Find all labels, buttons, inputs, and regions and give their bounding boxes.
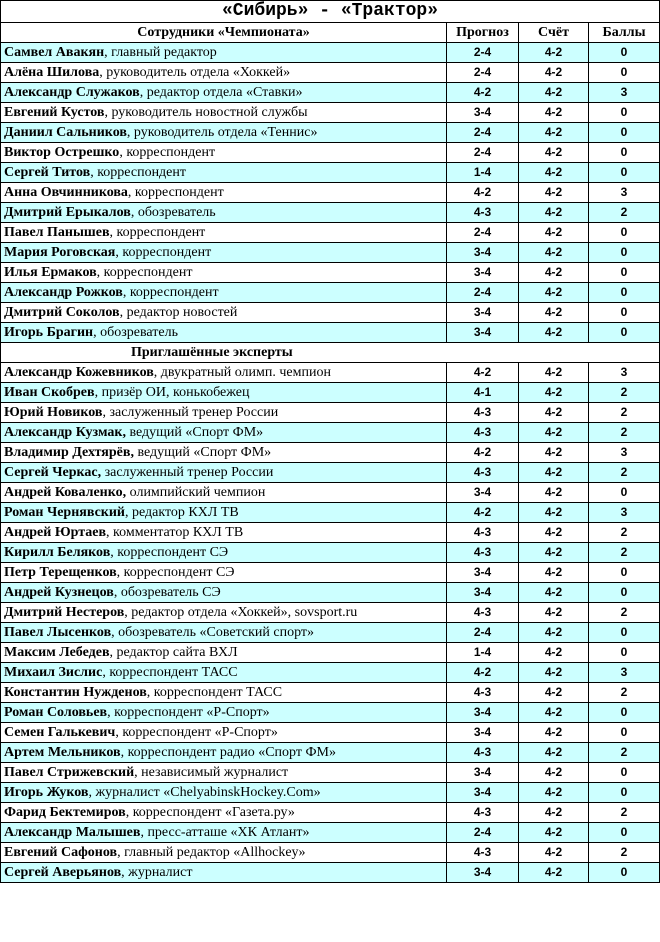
staff-row xyxy=(1,203,660,223)
forecast-cell: 4-3 xyxy=(447,843,519,863)
participant-name: Максим Лебедев xyxy=(4,645,110,660)
participant-cell xyxy=(1,243,447,263)
points-cell: 0 xyxy=(589,283,660,303)
score-cell: 4-2 xyxy=(519,263,589,283)
points-cell: 0 xyxy=(589,563,660,583)
participant-cell xyxy=(1,483,447,503)
participant-name: Дмитрий Нестеров xyxy=(4,605,125,620)
points-cell: 3 xyxy=(589,183,660,203)
points-cell: 0 xyxy=(589,243,660,263)
expert-row xyxy=(1,443,660,463)
participant-name: Виктор Острешко xyxy=(4,145,120,160)
forecast-cell: 4-1 xyxy=(447,383,519,403)
forecast-cell: 1-4 xyxy=(447,163,519,183)
participant-role: , обозреватель СЭ xyxy=(113,585,221,600)
points-cell: 2 xyxy=(589,403,660,423)
forecast-cell: 2-4 xyxy=(447,223,519,243)
experts-heading-section xyxy=(1,343,660,363)
participant-role: , редактор отдела «Хоккей», sovsport.ru xyxy=(124,605,358,620)
score-column-header: Счёт xyxy=(519,23,589,43)
forecast-cell: 2-4 xyxy=(447,623,519,643)
participant-name: Юрий Новиков xyxy=(4,405,103,420)
forecast-cell: 2-4 xyxy=(447,143,519,163)
participant-role: , журналист xyxy=(121,865,193,880)
participant-cell xyxy=(1,383,447,403)
score-cell: 4-2 xyxy=(519,143,589,163)
points-cell: 3 xyxy=(589,83,660,103)
points-cell: 3 xyxy=(589,363,660,383)
participant-cell xyxy=(1,83,447,103)
participant-name: Евгений Кустов xyxy=(4,105,105,120)
forecast-cell: 2-4 xyxy=(447,43,519,63)
participant-cell xyxy=(1,703,447,723)
participant-cell xyxy=(1,283,447,303)
participant-name: Владимир Дехтярёв, xyxy=(4,445,134,460)
points-cell: 0 xyxy=(589,643,660,663)
forecast-cell: 4-3 xyxy=(447,803,519,823)
participant-cell xyxy=(1,543,447,563)
score-cell: 4-2 xyxy=(519,663,589,683)
participant-cell xyxy=(1,643,447,663)
forecast-cell: 3-4 xyxy=(447,103,519,123)
staff-row xyxy=(1,43,660,63)
staff-section xyxy=(1,43,660,343)
participant-name: Андрей Кузнецов xyxy=(4,585,114,600)
forecast-cell: 4-3 xyxy=(447,463,519,483)
expert-row xyxy=(1,463,660,483)
participant-role: , корреспондент xyxy=(119,145,216,160)
participant-role: , призёр ОИ, конькобежец xyxy=(94,385,250,400)
points-cell: 2 xyxy=(589,423,660,443)
score-cell: 4-2 xyxy=(519,163,589,183)
score-cell: 4-2 xyxy=(519,623,589,643)
participant-role: , корреспондент «Р-Спорт» xyxy=(107,705,270,720)
forecast-cell: 2-4 xyxy=(447,123,519,143)
participant-name: Алёна Шилова xyxy=(4,65,100,80)
participant-role: , корреспондент СЭ xyxy=(110,545,229,560)
expert-row xyxy=(1,483,660,503)
staff-column-header: Сотрудники «Чемпионата» xyxy=(1,23,447,43)
staff-row xyxy=(1,83,660,103)
forecast-cell: 4-2 xyxy=(447,183,519,203)
points-cell: 2 xyxy=(589,683,660,703)
forecast-cell: 4-3 xyxy=(447,523,519,543)
forecast-cell: 3-4 xyxy=(447,583,519,603)
participant-name: Артем Мельников xyxy=(4,745,121,760)
points-cell: 0 xyxy=(589,123,660,143)
participant-name: Александр Кузмак, xyxy=(4,425,126,440)
participant-cell xyxy=(1,523,447,543)
participant-name: Игорь Жуков xyxy=(4,785,89,800)
participant-cell xyxy=(1,43,447,63)
forecast-cell: 4-3 xyxy=(447,403,519,423)
points-cell: 0 xyxy=(589,863,660,883)
forecast-cell: 3-4 xyxy=(447,323,519,343)
participant-role: , обозреватель «Советский спорт» xyxy=(111,625,314,640)
participant-name: Петр Терещенков xyxy=(4,565,117,580)
expert-row xyxy=(1,423,660,443)
participant-cell xyxy=(1,263,447,283)
forecast-cell: 2-4 xyxy=(447,823,519,843)
score-cell: 4-2 xyxy=(519,383,589,403)
participant-cell xyxy=(1,623,447,643)
participant-cell xyxy=(1,183,447,203)
experts-section xyxy=(1,363,660,883)
points-cell: 3 xyxy=(589,503,660,523)
expert-row xyxy=(1,783,660,803)
expert-row xyxy=(1,843,660,863)
forecast-cell: 4-3 xyxy=(447,543,519,563)
forecast-column-header: Прогноз xyxy=(447,23,519,43)
points-cell: 0 xyxy=(589,223,660,243)
points-cell: 0 xyxy=(589,63,660,83)
score-cell: 4-2 xyxy=(519,403,589,423)
participant-name: Анна Овчинникова xyxy=(4,185,128,200)
points-cell: 0 xyxy=(589,103,660,123)
participant-role: , независимый журналист xyxy=(134,765,289,780)
staff-row xyxy=(1,163,660,183)
participant-name: Дмитрий Ерыкалов xyxy=(4,205,131,220)
staff-row xyxy=(1,143,660,163)
points-cell: 0 xyxy=(589,43,660,63)
points-cell: 0 xyxy=(589,623,660,643)
points-cell: 2 xyxy=(589,463,660,483)
participant-role: , заслуженный тренер России xyxy=(102,405,279,420)
score-cell: 4-2 xyxy=(519,603,589,623)
participant-name: Сергей Черкас, xyxy=(4,465,102,480)
score-cell: 4-2 xyxy=(519,843,589,863)
participant-name: Дмитрий Соколов xyxy=(4,305,120,320)
participant-role: , корреспондент xyxy=(109,225,206,240)
expert-row xyxy=(1,623,660,643)
participant-name: Семен Галькевич xyxy=(4,725,116,740)
participant-role: , комментатор КХЛ ТВ xyxy=(106,525,244,540)
participant-role: , корреспондент xyxy=(96,265,193,280)
expert-row xyxy=(1,703,660,723)
points-cell: 0 xyxy=(589,823,660,843)
expert-row xyxy=(1,363,660,383)
participant-role: , обозреватель xyxy=(130,205,216,220)
participant-name: Павел Панышев xyxy=(4,225,110,240)
participant-cell xyxy=(1,123,447,143)
expert-row xyxy=(1,743,660,763)
participant-cell xyxy=(1,743,447,763)
participant-role: , руководитель новостной службы xyxy=(104,105,308,120)
participant-role: , корреспондент ТАСС xyxy=(102,665,238,680)
title-row xyxy=(1,1,660,23)
participant-name: Даниил Сальников xyxy=(4,125,127,140)
participant-name: Михаил Зислис xyxy=(4,665,103,680)
participant-cell xyxy=(1,583,447,603)
forecast-cell: 4-3 xyxy=(447,203,519,223)
points-cell: 0 xyxy=(589,703,660,723)
participant-cell xyxy=(1,103,447,123)
participant-name: Игорь Брагин xyxy=(4,325,94,340)
forecast-cell: 2-4 xyxy=(447,63,519,83)
header-row xyxy=(1,23,660,43)
participant-role: , корреспондент «Р-Спорт» xyxy=(115,725,278,740)
participant-cell xyxy=(1,223,447,243)
participant-role: ведущий «Спорт ФМ» xyxy=(133,445,272,460)
score-cell: 4-2 xyxy=(519,743,589,763)
score-cell: 4-2 xyxy=(519,783,589,803)
forecast-cell: 3-4 xyxy=(447,863,519,883)
forecast-cell: 4-2 xyxy=(447,443,519,463)
forecast-cell: 3-4 xyxy=(447,723,519,743)
participant-cell xyxy=(1,763,447,783)
points-cell: 2 xyxy=(589,523,660,543)
points-cell: 0 xyxy=(589,163,660,183)
points-column-header: Баллы xyxy=(589,23,660,43)
participant-role: , редактор КХЛ ТВ xyxy=(125,505,239,520)
participant-role: , журналист «ChelyabinskHockey.Com» xyxy=(88,785,321,800)
forecast-cell: 3-4 xyxy=(447,563,519,583)
expert-row xyxy=(1,803,660,823)
points-cell: 0 xyxy=(589,303,660,323)
score-cell: 4-2 xyxy=(519,863,589,883)
staff-row xyxy=(1,63,660,83)
participant-cell xyxy=(1,63,447,83)
forecast-cell: 3-4 xyxy=(447,483,519,503)
participant-role: заслуженный тренер России xyxy=(101,465,274,480)
points-cell: 2 xyxy=(589,743,660,763)
forecast-cell: 3-4 xyxy=(447,703,519,723)
points-cell: 2 xyxy=(589,803,660,823)
forecast-cell: 3-4 xyxy=(447,263,519,283)
points-cell: 2 xyxy=(589,203,660,223)
score-cell: 4-2 xyxy=(519,283,589,303)
forecast-cell: 4-2 xyxy=(447,363,519,383)
participant-role: , корреспондент «Газета.ру» xyxy=(125,805,295,820)
expert-row xyxy=(1,523,660,543)
participant-cell xyxy=(1,683,447,703)
points-cell: 2 xyxy=(589,543,660,563)
expert-row xyxy=(1,683,660,703)
forecast-cell: 4-3 xyxy=(447,683,519,703)
participant-role: , корреспондент xyxy=(115,245,212,260)
forecast-cell: 3-4 xyxy=(447,763,519,783)
participant-role: , обозреватель xyxy=(93,325,178,340)
participant-role: , главный редактор «Allhockey» xyxy=(117,845,306,860)
points-cell: 3 xyxy=(589,663,660,683)
staff-row xyxy=(1,243,660,263)
participant-cell xyxy=(1,783,447,803)
score-cell: 4-2 xyxy=(519,323,589,343)
expert-row xyxy=(1,723,660,743)
participant-cell xyxy=(1,843,447,863)
participant-role: , корреспондент xyxy=(122,285,219,300)
forecast-cell: 4-2 xyxy=(447,663,519,683)
staff-row xyxy=(1,303,660,323)
participant-cell xyxy=(1,823,447,843)
participant-cell xyxy=(1,863,447,883)
score-cell: 4-2 xyxy=(519,63,589,83)
participant-name: Роман Соловьев xyxy=(4,705,108,720)
forecast-cell: 2-4 xyxy=(447,283,519,303)
score-cell: 4-2 xyxy=(519,563,589,583)
participant-role: , корреспондент xyxy=(127,185,224,200)
score-cell: 4-2 xyxy=(519,723,589,743)
forecast-cell: 4-3 xyxy=(447,423,519,443)
points-cell: 3 xyxy=(589,443,660,463)
participant-name: Роман Чернявский xyxy=(4,505,126,520)
participant-name: Иван Скобрев xyxy=(4,385,95,400)
expert-row xyxy=(1,583,660,603)
score-cell: 4-2 xyxy=(519,703,589,723)
staff-row xyxy=(1,183,660,203)
match-title: «Сибирь» - «Трактор» xyxy=(1,1,660,23)
points-cell: 2 xyxy=(589,843,660,863)
participant-cell xyxy=(1,303,447,323)
participant-name: Павел Стрижевский xyxy=(4,765,135,780)
participant-name: Александр Малышев xyxy=(4,825,141,840)
participant-name: Сергей Аверьянов xyxy=(4,865,122,880)
score-cell: 4-2 xyxy=(519,303,589,323)
expert-row xyxy=(1,543,660,563)
score-cell: 4-2 xyxy=(519,183,589,203)
staff-row xyxy=(1,123,660,143)
forecast-cell: 4-3 xyxy=(447,743,519,763)
participant-cell xyxy=(1,563,447,583)
score-cell: 4-2 xyxy=(519,643,589,663)
participant-cell xyxy=(1,363,447,383)
points-cell: 0 xyxy=(589,763,660,783)
points-cell: 0 xyxy=(589,263,660,283)
participant-role: ведущий «Спорт ФМ» xyxy=(125,425,264,440)
score-cell: 4-2 xyxy=(519,243,589,263)
staff-row xyxy=(1,263,660,283)
score-cell: 4-2 xyxy=(519,543,589,563)
expert-row xyxy=(1,823,660,843)
participant-cell xyxy=(1,323,447,343)
points-cell: 0 xyxy=(589,143,660,163)
participant-role: , корреспондент радио «Спорт ФМ» xyxy=(120,745,336,760)
participant-role: олимпийский чемпион xyxy=(126,485,266,500)
score-cell: 4-2 xyxy=(519,823,589,843)
score-cell: 4-2 xyxy=(519,523,589,543)
expert-row xyxy=(1,503,660,523)
score-cell: 4-2 xyxy=(519,363,589,383)
participant-role: , редактор сайта ВХЛ xyxy=(109,645,238,660)
participant-name: Андрей Коваленко, xyxy=(4,485,127,500)
participant-role: , главный редактор xyxy=(104,45,217,60)
expert-row xyxy=(1,603,660,623)
participant-cell xyxy=(1,663,447,683)
expert-row xyxy=(1,403,660,423)
points-cell: 0 xyxy=(589,483,660,503)
participant-name: Кирилл Беляков xyxy=(4,545,111,560)
forecast-cell: 3-4 xyxy=(447,243,519,263)
section-heading-row xyxy=(1,343,660,363)
score-cell: 4-2 xyxy=(519,203,589,223)
score-cell: 4-2 xyxy=(519,503,589,523)
participant-cell xyxy=(1,723,447,743)
participant-role: , руководитель отдела «Хоккей» xyxy=(99,65,291,80)
score-cell: 4-2 xyxy=(519,443,589,463)
participant-name: Александр Кожевников xyxy=(4,365,154,380)
score-cell: 4-2 xyxy=(519,463,589,483)
staff-row xyxy=(1,103,660,123)
participant-cell xyxy=(1,603,447,623)
staff-row xyxy=(1,323,660,343)
forecast-cell: 4-3 xyxy=(447,603,519,623)
participant-name: Андрей Юртаев xyxy=(4,525,107,540)
participant-cell xyxy=(1,423,447,443)
expert-row xyxy=(1,863,660,883)
expert-row xyxy=(1,663,660,683)
points-cell: 0 xyxy=(589,783,660,803)
participant-role: , руководитель отдела «Теннис» xyxy=(126,125,318,140)
score-cell: 4-2 xyxy=(519,43,589,63)
participant-cell xyxy=(1,443,447,463)
expert-row xyxy=(1,643,660,663)
staff-row xyxy=(1,223,660,243)
score-cell: 4-2 xyxy=(519,683,589,703)
forecast-cell: 4-2 xyxy=(447,503,519,523)
forecast-cell: 4-2 xyxy=(447,83,519,103)
score-cell: 4-2 xyxy=(519,83,589,103)
score-cell: 4-2 xyxy=(519,123,589,143)
score-cell: 4-2 xyxy=(519,483,589,503)
expert-row xyxy=(1,563,660,583)
participant-cell xyxy=(1,203,447,223)
score-cell: 4-2 xyxy=(519,103,589,123)
points-cell: 0 xyxy=(589,323,660,343)
participant-name: Александр Рожков xyxy=(4,285,123,300)
points-cell: 2 xyxy=(589,603,660,623)
participant-cell xyxy=(1,803,447,823)
score-cell: 4-2 xyxy=(519,803,589,823)
participant-name: Павел Лысенков xyxy=(4,625,112,640)
participant-role: , корреспондент ТАСС xyxy=(146,685,283,700)
participant-role: , редактор отдела «Ставки» xyxy=(139,85,303,100)
participant-name: Илья Ермаков xyxy=(4,265,97,280)
expert-row xyxy=(1,763,660,783)
expert-row xyxy=(1,383,660,403)
participant-role: , корреспондент xyxy=(90,165,187,180)
score-cell: 4-2 xyxy=(519,583,589,603)
participant-name: Евгений Сафонов xyxy=(4,845,118,860)
participant-name: Самвел Авакян xyxy=(4,45,105,60)
participant-name: Мария Роговская xyxy=(4,245,116,260)
forecast-cell: 3-4 xyxy=(447,783,519,803)
participant-cell xyxy=(1,503,447,523)
participant-role: , двукратный олимп. чемпион xyxy=(153,365,331,380)
participant-cell xyxy=(1,163,447,183)
points-cell: 0 xyxy=(589,723,660,743)
participant-name: Константин Нужденов xyxy=(4,685,147,700)
points-cell: 2 xyxy=(589,383,660,403)
points-cell: 0 xyxy=(589,583,660,603)
forecast-cell: 3-4 xyxy=(447,303,519,323)
staff-row xyxy=(1,283,660,303)
participant-name: Фарид Бектемиров xyxy=(4,805,126,820)
participant-cell xyxy=(1,463,447,483)
participant-name: Александр Служаков xyxy=(4,85,140,100)
participant-cell xyxy=(1,403,447,423)
participant-role: , корреспондент СЭ xyxy=(116,565,235,580)
participant-cell xyxy=(1,143,447,163)
score-cell: 4-2 xyxy=(519,423,589,443)
score-cell: 4-2 xyxy=(519,763,589,783)
score-cell: 4-2 xyxy=(519,223,589,243)
participant-name: Сергей Титов xyxy=(4,165,91,180)
forecast-cell: 1-4 xyxy=(447,643,519,663)
experts-heading: Приглашённые эксперты xyxy=(1,343,660,363)
participant-role: , пресс-атташе «ХК Атлант» xyxy=(140,825,310,840)
participant-role: , редактор новостей xyxy=(119,305,238,320)
